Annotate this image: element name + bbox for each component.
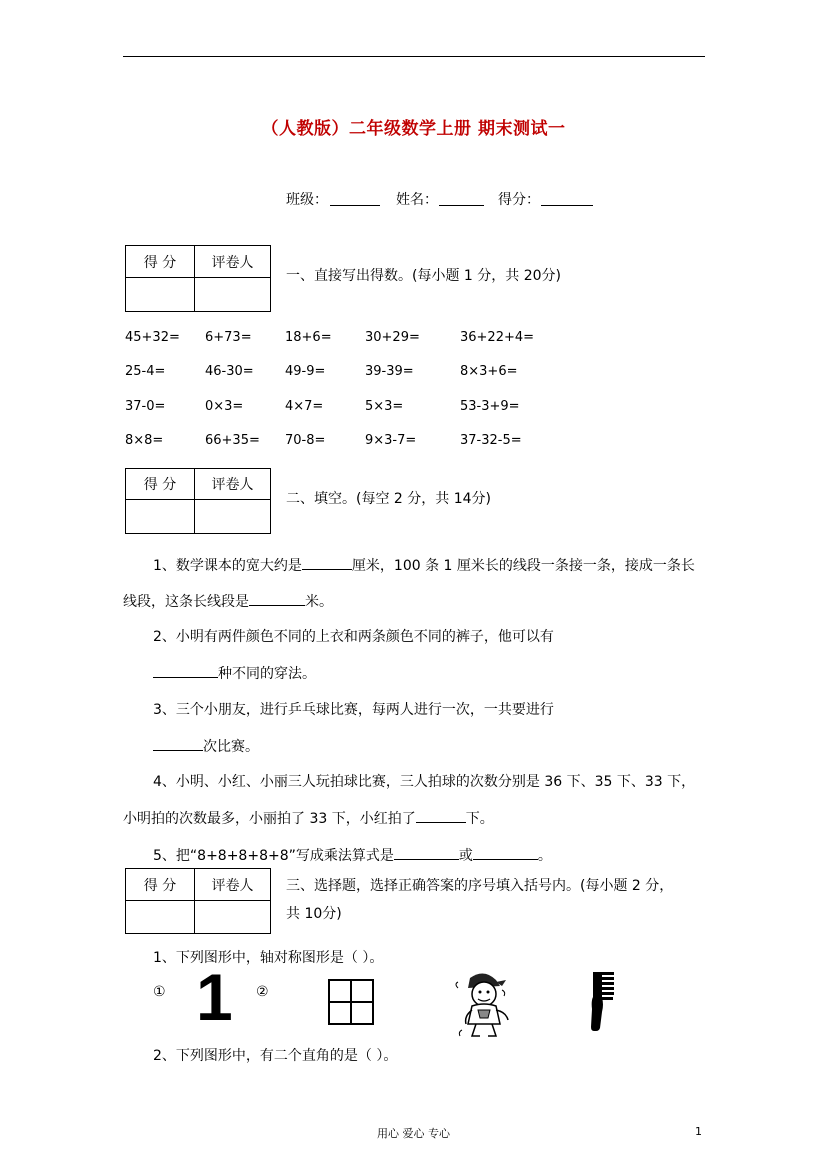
option-2-marker: ②: [256, 984, 269, 1000]
score-cell[interactable]: [126, 500, 195, 534]
calc-item: 66+35=: [205, 433, 260, 448]
section3-heading-line1: 三、选择题，选择正确答案的序号填入括号内。(每小题 2 分，: [286, 878, 674, 894]
question-2-4: 4、小明、小红、小丽三人玩拍球比赛，三人拍球的次数分别是 36 下、35 下、33 下，: [153, 774, 696, 790]
score-label: 得分：: [498, 192, 540, 208]
header-rule: [123, 56, 705, 57]
section1-heading: 一、直接写出得数。(每小题 1 分，共 20分): [286, 268, 561, 284]
question-2-4-cont: 小明拍的次数最多，小丽拍了 33 下，小红拍了 下。: [123, 808, 494, 829]
option-1-marker: ①: [153, 984, 166, 1000]
section3-heading-line2: 共 10分): [286, 906, 342, 922]
answer-blank[interactable]: [394, 845, 459, 860]
calc-item: 5×3=: [365, 399, 404, 414]
score-header: 得 分: [126, 869, 195, 901]
question-2-2: 2、小明有两件颜色不同的上衣和两条颜色不同的裤子，他可以有: [153, 629, 554, 645]
answer-blank[interactable]: [249, 591, 305, 606]
score-cell[interactable]: [126, 901, 195, 934]
calc-item: 70-8=: [285, 433, 326, 448]
cartoon-boy-figure: [452, 970, 512, 1042]
page-title: （人教版）二年级数学上册 期末测试一: [261, 119, 566, 139]
calc-item: 53-3+9=: [460, 399, 520, 414]
calc-item: 36+22+4=: [460, 330, 535, 345]
answer-blank[interactable]: [153, 736, 203, 751]
grader-cell[interactable]: [195, 278, 271, 312]
question-2-1-cont: 线段，这条长线段是 米。: [123, 591, 333, 612]
name-label: 姓名：: [396, 192, 438, 208]
page-number: 1: [695, 1125, 702, 1138]
class-label: 班级：: [286, 192, 328, 208]
question-2-3-cont: 次比赛。: [153, 736, 259, 757]
page-footer: 用心 爱心 专心: [377, 1127, 450, 1140]
grader-header: 评卷人: [195, 869, 271, 901]
name-blank[interactable]: [439, 193, 484, 206]
calc-item: 45+32=: [125, 330, 180, 345]
calc-item: 25-4=: [125, 364, 166, 379]
grader-cell[interactable]: [195, 500, 271, 534]
answer-blank[interactable]: [473, 845, 538, 860]
calc-item: 4×7=: [285, 399, 324, 414]
question-2-2-cont: 种不同的穿法。: [153, 663, 316, 684]
calc-item: 39-39=: [365, 364, 414, 379]
calc-item: 49-9=: [285, 364, 326, 379]
question-3-1: 1、下列图形中，轴对称图形是（ ）。: [153, 950, 384, 966]
calc-item: 30+29=: [365, 330, 420, 345]
class-blank[interactable]: [330, 193, 380, 206]
answer-blank[interactable]: [416, 808, 466, 823]
calc-item: 6+73=: [205, 330, 252, 345]
grader-header: 评卷人: [195, 469, 271, 500]
answer-blank[interactable]: [302, 555, 352, 570]
score-header: 得 分: [126, 246, 195, 278]
grader-header: 评卷人: [195, 246, 271, 278]
calc-item: 37-32-5=: [460, 433, 522, 448]
question-2-3: 3、三个小朋友，进行乒乓球比赛，每两人进行一次，一共要进行: [153, 702, 554, 718]
question-2-1: 1、数学课本的宽大约是 厘米，100 条 1 厘米长的线段一条接一条，接成一条长: [153, 555, 695, 576]
score-box-2: [125, 468, 271, 534]
calc-item: 0×3=: [205, 399, 244, 414]
calc-item: 37-0=: [125, 399, 166, 414]
score-box-1: [125, 245, 271, 312]
section2-heading: 二、填空。(每空 2 分，共 14分): [286, 491, 491, 507]
question-3-2: 2、下列图形中，有二个直角的是（ ）。: [153, 1048, 398, 1064]
grader-cell[interactable]: [195, 901, 271, 934]
score-cell[interactable]: [126, 278, 195, 312]
square-window-figure: [328, 979, 374, 1025]
score-box-3: [125, 868, 271, 934]
calc-item: 8×3+6=: [460, 364, 518, 379]
score-blank[interactable]: [541, 193, 593, 206]
question-2-5: 5、把“8+8+8+8+8”写成乘法算式是 或 。: [153, 845, 552, 866]
digit-one-figure: 1: [196, 960, 233, 1034]
calc-item: 18+6=: [285, 330, 332, 345]
calc-item: 8×8=: [125, 433, 164, 448]
calc-item: 46-30=: [205, 364, 254, 379]
comb-figure: [590, 968, 616, 1032]
answer-blank[interactable]: [153, 663, 218, 678]
score-header: 得 分: [126, 469, 195, 500]
calc-item: 9×3-7=: [365, 433, 417, 448]
